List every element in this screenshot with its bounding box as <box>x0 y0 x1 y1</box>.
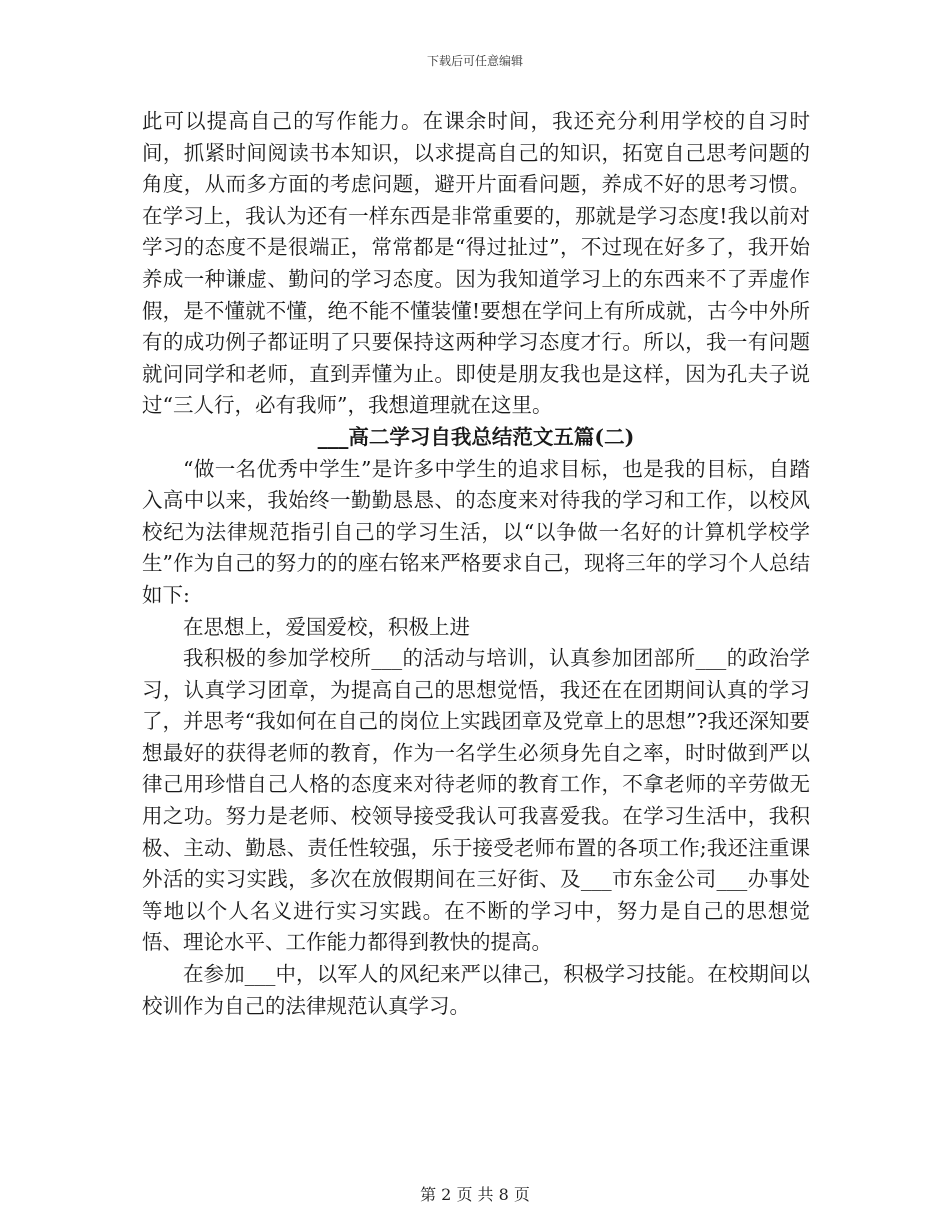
paragraph-continued: 此可以提高自己的写作能力。在课余时间，我还充分利用学校的自习时间，抓紧时间阅读书本知识，以求提高自己的知识，拓宽自己思考问题的角度，从而多方面的考虑问题，避开片面看问题，养成不好的思考习惯。在学习上，我认为还有一样东西是非常重要的，那就是学习态度!我以前对学习的态度不是很端正，常常都是“得过扯过”，不过现在好多了，我开始养成一种谦虚、勤问的学习态度。因为我知道学习上的东西来不了弄虚作假，是不懂就不懂，绝不能不懂装懂!要想在学问上有所成就，古今中外所有的成功例子都证明了只要保持这两种学习态度才行。所以，我一有问题就问同学和老师，直到弄懂为止。即使是朋友我也是这样，因为孔夫子说过“三人行，必有我师”，我想道理就在这里。 <box>142 109 810 418</box>
paragraph-subheading: 在思想上，爱国爱校，积极上进 <box>183 614 470 639</box>
paragraph-intro: “做一名优秀中学生”是许多中学生的追求目标，也是我的目标，自踏入高中以来，我始终一勤勤恳恳、的态度来对待我的学习和工作，以校风校纪为法律规范指引自己的学习生活，以“以争做一名好的计算机学校学生”作为自己的努力的的座右铭来严格要求自己，现将三年的学习个人总结如下: <box>142 456 810 607</box>
paragraph-military: 在参加___中，以军人的风纪来严以律己，积极学习技能。在校期间以校训作为自己的法律规范认真学习。 <box>142 962 810 1018</box>
page-footer: 第 2 页 共 8 页 <box>420 1185 530 1204</box>
section-heading: ___高二学习自我总结范文五篇(二) <box>317 424 635 449</box>
paragraph-ideology: 我积极的参加学校所___的活动与培训，认真参加团部所___的政治学习，认真学习团章，为提高自己的思想觉悟，我还在在团期间认真的学习了，并思考“我如何在自己的岗位上实践团章及党章上的思想”?我还深知要想最好的获得老师的教育，作为一名学生必须身先自之率，时时做到严以律己用珍惜自己人格的态度来对待老师的教育工作，不拿老师的辛劳做无用之功。努力是老师、校领导接受我认可我喜爱我。在学习生活中，我积极、主动、勤恳、责任性较强，乐于接受老师布置的各项工作;我还注重课外活的实习实践，多次在放假期间在三好街、及___市东金公司___办事处等地以个人名义进行实习实践。在不断的学习中，努力是自己的思想觉悟、理论水平、工作能力都得到教快的提高。 <box>142 646 810 955</box>
page-header: 下载后可任意编辑 <box>426 54 523 68</box>
document-body <box>142 106 810 1022</box>
